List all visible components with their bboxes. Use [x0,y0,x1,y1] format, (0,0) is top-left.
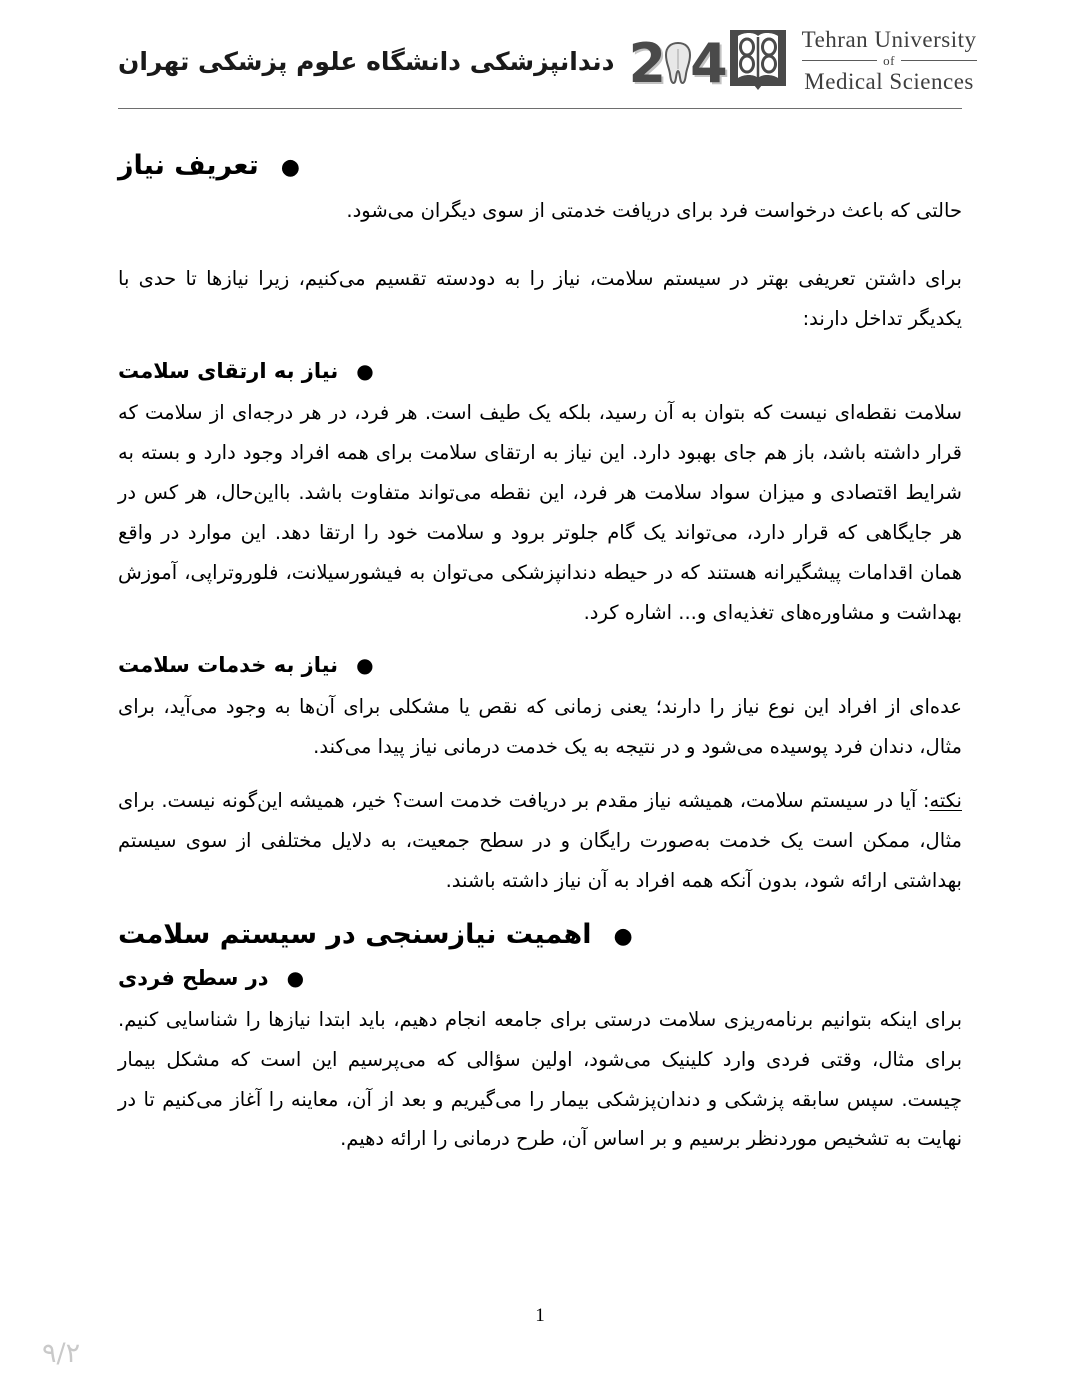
of-divider [802,54,977,68]
paragraph-health-services: عده‌ای از افراد این نوع نیاز را دارند؛ یعنی زمانی که نقص یا مشکلی برای آن‌ها به وجود می‌آید، برای مثال، دندان فرد پوسیده می‌شود و در نتیجه به یک خدمت درمانی نیاز پیدا می‌کند. [118,694,962,758]
university-name-line1: Tehran University [801,27,977,53]
tehran-university-logo [728,28,977,94]
heading-definition [118,150,962,181]
document-body [118,132,962,1159]
heading-health-promotion [118,359,962,383]
university-name-line2: Medical Sciences [804,68,974,94]
note-body: : آیا در سیستم سلامت، همیشه نیاز مقدم بر دریافت خدمت است؟ خیر، همیشه این‌گونه نیست. برای مثال، ممکن است یک خدمت به‌صورت رایگان و در سطح جمعیت، به دلایل مختلفی از سوی سیستم بهداشتی ارائه شود، بدون آنکه همه افراد به آن نیاز داشته باشند. [118,788,962,892]
logo-digit-2: 2 [628,31,667,95]
heading-definition-label: تعریف نیاز [118,150,259,181]
paragraph-definition: حالتی که باعث درخواست فرد برای دریافت خدمتی از سوی دیگران می‌شود. [346,199,962,222]
heading-health-services-label: نیاز به خدمات سلامت [118,652,339,677]
university-connector: of [883,53,896,69]
paragraph-two-types: برای داشتن تعریفی بهتر در سیستم سلامت، نیاز را به دودسته تقسیم می‌کنیم، زیرا نیازها تا حدی با یکدیگر تداخل دارند: [118,266,962,330]
paragraph-note [118,781,962,901]
bullet-icon: ● [280,155,300,180]
heading-health-promotion-label: نیاز به ارتقای سلامت [118,358,339,383]
note-label: نکته [929,788,962,812]
heading-health-services [118,653,962,677]
bullet-icon: ● [286,965,305,990]
page-header [118,22,977,100]
bullet-icon: ● [356,358,374,383]
logo-digit-4: 4 [690,31,728,95]
heading-importance-label: اهمیت نیازسنجی در سیستم سلامت [118,918,592,950]
header-divider [118,108,962,109]
spacer [118,245,962,259]
open-book-emblem-icon [728,28,788,94]
heading-individual-level-label: در سطح فردی [118,965,269,990]
page-number: 1 [535,1305,545,1326]
bullet-icon: ● [613,923,633,949]
tooth-icon [664,41,692,85]
paragraph-health-promotion: سلامت نقطه‌ای نیست که بتوان به آن رسید، بلکه یک طیف است. هر فرد، در هر درجه‌ای از سلامت که قرار داشته باشد، باز هم جای بهبود دارد. این نیاز به ارتقای سلامت برای همه افراد وجود دارد و بسته به شرایط اقتصادی و میزان سواد سلامت هر فرد، این نقطه می‌تواند متفاوت باشد. بااین‌حال، هر کس در هر جایگاهی که قرار دارد، می‌تواند یک گام جلوتر برود و سلامت خود را ارتقا دهد. این موارد در واقع همان اقدامات پیشگیرانه هستند که در حیطه دندانپزشکی می‌توان به فیشورسیلانت، فلوروتراپی، آموزش بهداشت و مشاوره‌های تغذیه‌ای و... اشاره کرد. [118,400,962,624]
dental-school-brand [118,31,728,95]
corner-watermark: ۹/۲ [42,1338,81,1369]
university-wordmark [802,28,977,94]
heading-importance [118,919,962,950]
dent42-logo [628,31,728,95]
bullet-icon: ● [356,652,374,677]
heading-individual-level [118,966,962,990]
rule-right [901,60,977,61]
header-title-fa: دندانپزشکی دانشگاه علوم پزشکی تهران [118,46,615,76]
paragraph-individual-level: برای اینکه بتوانیم برنامه‌ریزی سلامت درستی برای جامعه انجام دهیم، باید ابتدا نیازها را شناسایی کنیم. برای مثال، وقتی فردی وارد کلینیک می‌شود، اولین سؤالی که می‌پرسیم این است که مشکل بیمار چیست. سپس سابقه پزشکی و دندان‌پزشکی بیمار را می‌گیریم و بعد از آن، معاینه را آغاز می‌کنیم تا در نهایت به تشخیص موردنظر برسیم و بر اساس آن، طرح درمانی را ارائه دهیم. [118,1007,962,1151]
rule-left [802,60,878,61]
